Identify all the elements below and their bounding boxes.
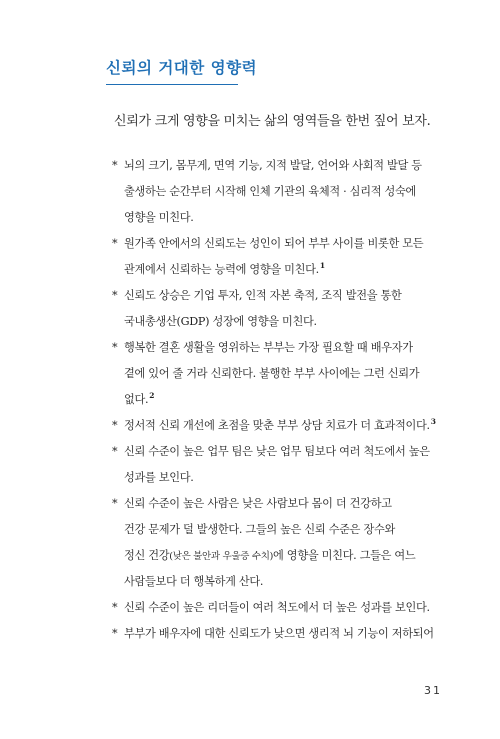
line-text: 행복한 결혼 생활을 영위하는 부부는 가장 필요할 때 배우자가 (124, 341, 413, 354)
text-line (112, 283, 462, 309)
footnote-ref: 2 (149, 391, 155, 400)
bullet-marker: * (112, 419, 118, 432)
line-text: 영향을 미친다. (124, 211, 194, 224)
section-heading (106, 56, 257, 85)
list-item (112, 335, 462, 413)
bullet-marker: * (112, 497, 118, 510)
bullet-marker: * (112, 237, 118, 250)
list-item (112, 153, 462, 231)
line-text: 정서적 신뢰 개선에 초점을 맞춘 부부 상담 치료가 더 효과적이다. (124, 419, 430, 432)
bullet-list (112, 153, 462, 647)
list-item (112, 621, 462, 647)
bullet-marker: * (112, 341, 118, 354)
line-text: 정신 건강 (124, 549, 170, 562)
line-text: 신뢰 수준이 높은 사람은 낮은 사람보다 몸이 더 건강하고 (124, 497, 392, 510)
text-line (112, 621, 462, 647)
text-line (112, 231, 462, 257)
text-line (112, 387, 462, 413)
line-text: 곁에 있어 줄 거라 신뢰한다. 불행한 부부 사이에는 그런 신뢰가 (124, 367, 420, 380)
text-line (112, 465, 462, 491)
line-text: 에 영향을 미친다. 그들은 여느 (273, 549, 416, 562)
line-text: 신뢰 수준이 높은 업무 팀은 낮은 업무 팀보다 여러 척도에서 높은 (124, 445, 430, 458)
line-text: 관계에서 신뢰하는 능력에 영향을 미친다. (124, 263, 319, 276)
section-title: 신뢰의 거대한 영향력 (106, 59, 258, 77)
line-text: 사람들보다 더 행복하게 산다. (124, 575, 264, 588)
text-line (112, 543, 462, 569)
line-text: 부부가 배우자에 대한 신뢰도가 낮으면 생리적 뇌 기능이 저하되어 (124, 627, 434, 640)
text-line (112, 569, 462, 595)
line-text: 성과를 보인다. (124, 471, 194, 484)
intro-paragraph: 신뢰가 크게 영향을 미치는 삶의 영역들을 한번 짚어 보자. (114, 114, 431, 129)
line-text: 원가족 안에서의 신뢰도는 성인이 되어 부부 사이를 비롯한 모든 (124, 237, 424, 250)
line-text: 신뢰도 상승은 기업 투자, 인적 자본 축적, 조직 발전을 통한 (124, 289, 402, 302)
text-line (112, 413, 462, 439)
bullet-marker: * (112, 159, 118, 172)
line-text: 뇌의 크기, 몸무게, 면역 기능, 지적 발달, 언어와 사회적 발달 등 (124, 159, 422, 172)
title-underline (106, 84, 238, 85)
list-item (112, 231, 462, 283)
text-line (112, 491, 462, 517)
bullet-marker: * (112, 601, 118, 614)
parenthetical-note: (낮은 불안과 우울증 수치) (169, 551, 274, 562)
list-item (112, 491, 462, 595)
text-line (112, 257, 462, 283)
line-text: 신뢰 수준이 높은 리더들이 여러 척도에서 더 높은 성과를 보인다. (124, 601, 430, 614)
bullet-marker: * (112, 289, 118, 302)
text-line (112, 517, 462, 543)
text-line (112, 439, 462, 465)
list-item (112, 439, 462, 491)
list-item (112, 283, 462, 335)
text-line (112, 595, 462, 621)
line-text: 국내총생산(GDP) 성장에 영향을 미친다. (124, 315, 317, 328)
page-number: 31 (424, 684, 442, 697)
footnote-ref: 3 (430, 417, 436, 426)
text-line (112, 335, 462, 361)
line-text: 건강 문제가 덜 발생한다. 그들의 높은 신뢰 수준은 장수와 (124, 523, 395, 536)
text-line (112, 153, 462, 179)
bullet-marker: * (112, 627, 118, 640)
list-item (112, 595, 462, 621)
footnote-ref: 1 (319, 261, 325, 270)
text-line (112, 361, 462, 387)
line-text: 없다. (124, 393, 149, 406)
list-item (112, 413, 462, 439)
line-text: 출생하는 순간부터 시작해 인체 기관의 육체적 · 심리적 성숙에 (124, 185, 416, 198)
text-line (112, 205, 462, 231)
text-line (112, 179, 462, 205)
text-line (112, 309, 462, 335)
bullet-marker: * (112, 445, 118, 458)
